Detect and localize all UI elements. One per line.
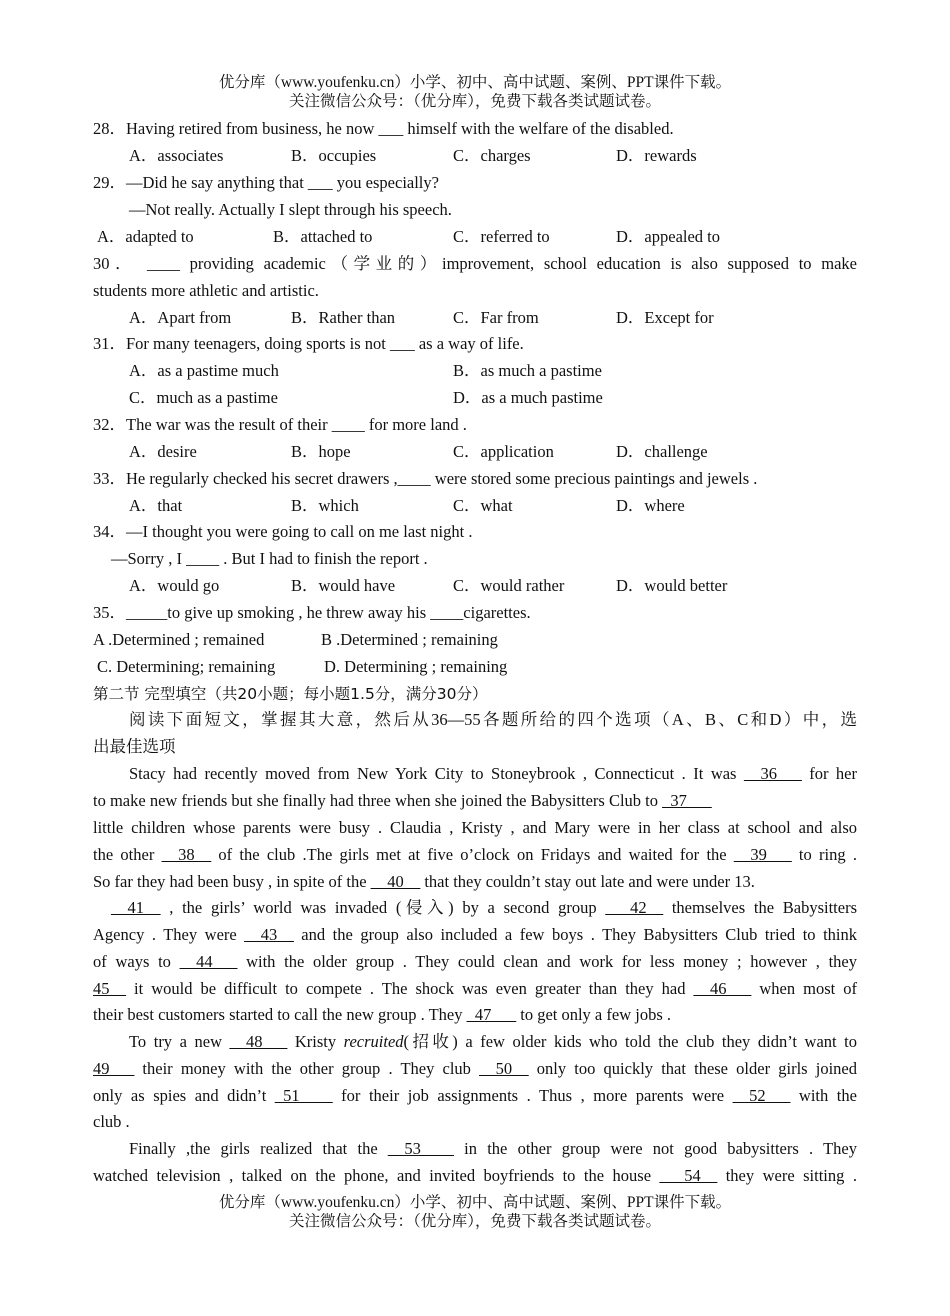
passage-line-8: of ways to __44___ with the older group . They could clean and work for less money ; however , they: [93, 952, 857, 971]
passage-line-3: little children whose parents were busy . Claudia , Kristy , and Mary were in her class at school and also: [93, 818, 857, 837]
blank-47: _47___: [466, 1005, 517, 1024]
header-line-1: 优分库（www.youfenku.cn）小学、初中、高中试题、案例、PPT课件下载。: [218, 74, 732, 91]
blank-42: ___42__: [605, 898, 664, 917]
passage-line-15: Finally ,the girls realized that the __53____ in the other group were not good babysitters . They: [129, 1139, 857, 1158]
passage-line-9: 45__ it would be difficult to compete . The shock was even greater than they had __46___ when most of: [93, 979, 857, 998]
passage-line-2: to make new friends but she finally had three when she joined the Babysitters Club to _37___: [93, 791, 712, 810]
q34-option-d: D．would better: [616, 576, 728, 595]
q34-option-a: A．would go: [129, 576, 220, 595]
blank-41: __41__: [111, 898, 161, 917]
q31-option-b: B．as much a pastime: [453, 361, 602, 380]
passage-line-1: Stacy had recently moved from New York City to Stoneybrook , Connecticut . It was __36___ for her: [129, 764, 857, 783]
blank-36: __36___: [743, 764, 802, 783]
passage-line-12: 49___ their money with the other group . They club __50__ only too quickly that these older girls joined: [93, 1059, 857, 1078]
blank-40: __40__: [370, 872, 421, 891]
q33-stem: 33．He regularly checked his secret drawers ,____ were stored some precious paintings and jewels .: [93, 469, 758, 488]
q34-option-b: B．would have: [291, 576, 396, 595]
q34-stem: 34．—I thought you were going to call on me last night .: [93, 522, 473, 541]
blank-46: __46___: [693, 979, 752, 998]
passage-line-16: watched television , talked on the phone, and invited boyfriends to the house ___54__ they were sitting .: [93, 1166, 857, 1185]
q32-option-d: D．challenge: [616, 442, 708, 461]
passage-line-13: only as spies and didn’t _51____ for their job assignments . Thus , more parents were __52___ with the: [93, 1086, 857, 1105]
q32-option-a: A．desire: [129, 442, 197, 461]
blank-50: __50__: [479, 1059, 529, 1078]
q33-option-a: A．that: [129, 496, 183, 515]
passage-line-14: club .: [93, 1112, 130, 1131]
q28-option-a: A．associates: [129, 146, 224, 165]
q35-option-c: C. Determining; remaining: [97, 657, 276, 676]
blank-53: __53____: [387, 1139, 454, 1158]
passage-line-5: So far they had been busy , in spite of the __40__ that they couldn’t stay out late and were under 13.: [93, 872, 755, 891]
q28-stem: 28．Having retired from business, he now ___ himself with the welfare of the disabled.: [93, 119, 674, 138]
blank-37: _37___: [662, 791, 712, 810]
passage-line-10: their best customers started to call the new group . They _47___ to get only a few jobs .: [93, 1005, 671, 1024]
q35-option-b: B .Determined ; remaining: [321, 630, 498, 649]
q30-stem: 30． ____ providing academic（学业的）improvement, school education is also supposed to make: [93, 254, 857, 273]
q29-option-d: D．appealed to: [616, 227, 721, 246]
q29-option-c: C．referred to: [453, 227, 550, 246]
blank-44: __44___: [179, 952, 238, 971]
q35-option-d: D. Determining ; remaining: [324, 657, 508, 676]
q35-stem: 35．_____to give up smoking , he threw away his ____cigarettes.: [93, 603, 531, 622]
q33-option-b: B．which: [291, 496, 359, 515]
q34-option-c: C．would rather: [453, 576, 565, 595]
blank-39: __39___: [733, 845, 792, 864]
blank-43: __43__: [244, 925, 294, 944]
passage-line-11: To try a new __48___ Kristy recruited(招收) a few older kids who told the club they didn’t want to: [129, 1032, 857, 1051]
section-heading: 第二节 完型填空（共20小题；每小题1.5分，满分30分）: [93, 685, 488, 703]
q30-stem-2: students more athletic and artistic.: [93, 281, 319, 300]
passage-line-7: Agency . They were __43__ and the group also included a few boys . They Babysitters Club tried to think: [93, 925, 857, 944]
q35-option-a: A .Determined ; remained: [93, 630, 265, 649]
q30-option-c: C．Far from: [453, 308, 539, 327]
header-line-2: 关注微信公众号：（优分库），免费下载各类试题试卷。: [288, 93, 661, 110]
q28-option-d: D．rewards: [616, 146, 697, 165]
q32-option-c: C．application: [453, 442, 554, 461]
q33-option-d: D．where: [616, 496, 685, 515]
q31-stem: 31．For many teenagers, doing sports is not ___ as a way of life.: [93, 334, 524, 353]
section-instruction: 阅读下面短文，掌握其大意，然后从36—55各题所给的四个选项（A、B、C和D）中，选: [129, 710, 857, 729]
q34-stem-2: —Sorry , I ____ . But I had to finish the report .: [111, 549, 428, 568]
q31-option-c: C．much as a pastime: [129, 388, 278, 407]
q31-option-d: D．as a much pastime: [453, 388, 603, 407]
q29-stem-2: —Not really. Actually I slept through his speech.: [129, 200, 452, 219]
passage-line-4: the other __38__ of the club .The girls met at five o’clock on Fridays and waited for the __39___ to ring .: [93, 845, 857, 864]
blank-48: __48___: [229, 1032, 288, 1051]
q33-option-c: C．what: [453, 496, 513, 515]
blank-51: _51____: [274, 1086, 333, 1105]
q30-option-d: D．Except for: [616, 308, 714, 327]
section-instruction-2: 出最佳选项: [93, 737, 176, 756]
q29-option-b: B．attached to: [273, 227, 373, 246]
q32-option-b: B．hope: [291, 442, 351, 461]
footer-line-2: 关注微信公众号：（优分库），免费下载各类试题试卷。: [288, 1213, 661, 1230]
q29-option-a: A．adapted to: [97, 227, 194, 246]
blank-54: ___54__: [659, 1166, 718, 1185]
q30-option-b: B．Rather than: [291, 308, 396, 327]
blank-52: __52___: [732, 1086, 791, 1105]
passage-line-6: __41__ , the girls’ world was invaded (侵入) by a second group ___42__ themselves the Babysitters: [111, 898, 857, 917]
q32-stem: 32．The war was the result of their ____ for more land .: [93, 415, 467, 434]
footer-line-1: 优分库（www.youfenku.cn）小学、初中、高中试题、案例、PPT课件下载。: [218, 1194, 732, 1211]
q28-option-c: C．charges: [453, 146, 531, 165]
q31-option-a: A．as a pastime much: [129, 361, 279, 380]
q30-option-a: A．Apart from: [129, 308, 232, 327]
q29-stem: 29．—Did he say anything that ___ you especially?: [93, 173, 439, 192]
q28-option-b: B．occupies: [291, 146, 377, 165]
blank-38: __38__: [161, 845, 212, 864]
blank-49: 49___: [93, 1059, 135, 1078]
blank-45: 45__: [93, 979, 126, 998]
